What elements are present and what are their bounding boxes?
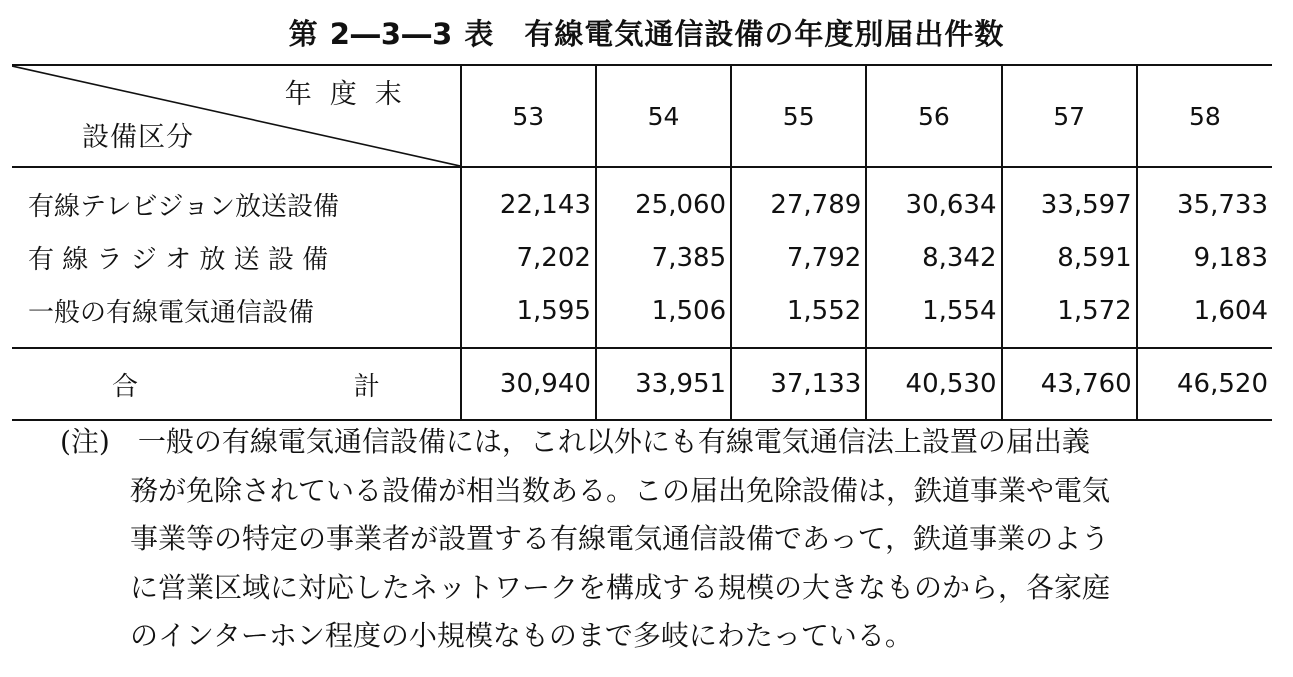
- year-header: 55: [731, 65, 866, 167]
- total-label-left: 合: [112, 371, 139, 402]
- total-label: [12, 348, 461, 420]
- year-header: 53: [461, 65, 596, 167]
- footnote-line: 務が免除されている設備が相当数ある。この届出免除設備は，鉄道事業や電気: [130, 473, 1111, 507]
- table-cell: 8,342: [866, 231, 1001, 284]
- table-cell: 1,506: [596, 284, 731, 348]
- table-cell: 35,733: [1137, 167, 1272, 231]
- footnote-line: 事業等の特定の事業者が設置する有線電気通信設備であって，鉄道事業のよう: [130, 522, 1110, 555]
- footnote-text: 一般の有線電気通信設備には，これ以外にも有線電気通信法上設置の届出義: [137, 425, 1090, 458]
- table-cell: 7,385: [596, 231, 731, 284]
- footnote-line: [60, 418, 1275, 467]
- total-cell: 43,760: [1002, 348, 1137, 420]
- year-header: 56: [866, 65, 1001, 167]
- table-cell: 1,552: [731, 284, 866, 348]
- table-cell: 22,143: [461, 167, 596, 231]
- year-header: 57: [1002, 65, 1137, 167]
- row-label: 有線テレビジョン放送設備: [28, 192, 339, 222]
- table-cell: 8,591: [1002, 231, 1137, 284]
- table-cell: 1,572: [1002, 284, 1137, 348]
- total-label-right: 計: [353, 371, 380, 402]
- row-label: 一般の有線電気通信設備: [28, 298, 315, 328]
- footnote: [60, 418, 1275, 661]
- table-cell: 9,183: [1137, 231, 1272, 284]
- row-label: 有 線 ラ ジ オ 放 送 設 備: [28, 245, 329, 275]
- table-cell: 25,060: [596, 167, 731, 231]
- total-cell: 33,951: [596, 348, 731, 420]
- notification-count-table: [12, 64, 1272, 421]
- year-header: 54: [596, 65, 731, 167]
- table-cell: 7,202: [461, 231, 596, 284]
- table-row: [12, 167, 1272, 231]
- footnote-line: のインターホン程度の小規模なものまで多岐にわたっている。: [130, 619, 913, 652]
- table-cell: 27,789: [731, 167, 866, 231]
- table-title: 第 2―3―3 表 有線電気通信設備の年度別届出件数: [288, 17, 1005, 51]
- corner-bottom-label: 設備区分: [82, 122, 194, 153]
- table-cell: 1,604: [1137, 284, 1272, 348]
- year-header: 58: [1137, 65, 1272, 167]
- total-cell: 37,133: [731, 348, 866, 420]
- table-cell: 1,554: [866, 284, 1001, 348]
- table-cell: 33,597: [1002, 167, 1137, 231]
- table-cell: 1,595: [461, 284, 596, 348]
- footnote-line: に営業区域に対応したネットワークを構成する規模の大きなものから，各家庭: [130, 570, 1111, 604]
- table-cell: 30,634: [866, 167, 1001, 231]
- table-cell: 7,792: [731, 231, 866, 284]
- total-cell: 46,520: [1137, 348, 1272, 420]
- total-row: [12, 348, 1272, 420]
- corner-cell: [12, 65, 461, 167]
- table-row: [12, 284, 1272, 348]
- total-cell: 30,940: [461, 348, 596, 420]
- footnote-prefix: (注): [60, 425, 110, 458]
- corner-top-label: 年度末: [284, 79, 420, 110]
- total-cell: 40,530: [866, 348, 1001, 420]
- table-row: [12, 231, 1272, 284]
- header-row: [12, 65, 1272, 167]
